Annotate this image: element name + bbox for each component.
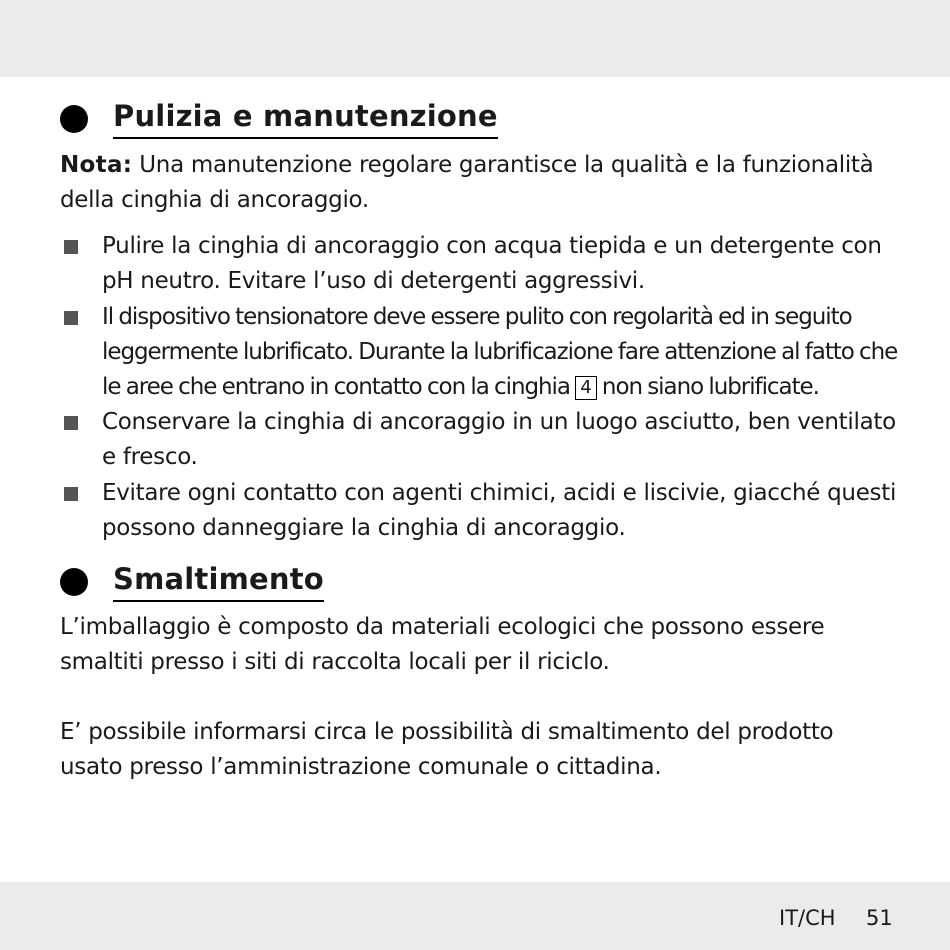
list-item-text: Evitare ogni contatto con agenti chimici, acidi e liscivie, giacché questi possono danneggiare la cinghia di ancoraggio. [102,480,897,541]
list-item-text-part: Il dispositivo tensionatore deve essere pulito con regolarità ed in seguito leggermente lubrificato. Durante la lubrificazione fare attenzione al fatto che le aree che entrano in contatto con la cinghia [102,304,898,400]
page-number: 51 [866,906,893,930]
note-text: Una manutenzione regolare garantisce la qualità e la funzionalità della cinghia di ancoraggio. [60,152,874,213]
square-bullet-icon [64,487,78,501]
disposal-paragraph: L’imballaggio è composto da materiali ecologici che possono essere smaltiti presso i siti di raccolta locali per il riciclo. [60,614,825,675]
square-bullet-icon [64,240,78,254]
reference-number-box: 4 [575,376,596,400]
list-item-text: Conservare la cinghia di ancoraggio in un luogo asciutto, ben ventilato e fresco. [102,409,896,470]
square-bullet-icon [64,416,78,430]
section-title: Smaltimento [113,560,324,602]
bullet-dot-icon [60,568,88,596]
list-item-text: Pulire la cinghia di ancoraggio con acqua tiepida e un detergente con pH neutro. Evitare l’uso di detergenti aggressivi. [102,233,882,294]
square-bullet-icon [64,311,78,325]
list-item-text [102,300,902,405]
list-item-text-part: non siano lubrificate. [596,374,819,400]
section-title: Pulizia e manutenzione [113,97,498,139]
bullet-dot-icon [60,105,88,133]
note-paragraph [60,148,900,218]
disposal-paragraph: E’ possibile informarsi circa le possibilità di smaltimento del prodotto usato presso l’amministrazione comunale o cittadina. [60,719,834,780]
note-label: Nota: [60,152,133,178]
footer-language: IT/CH [779,906,836,930]
